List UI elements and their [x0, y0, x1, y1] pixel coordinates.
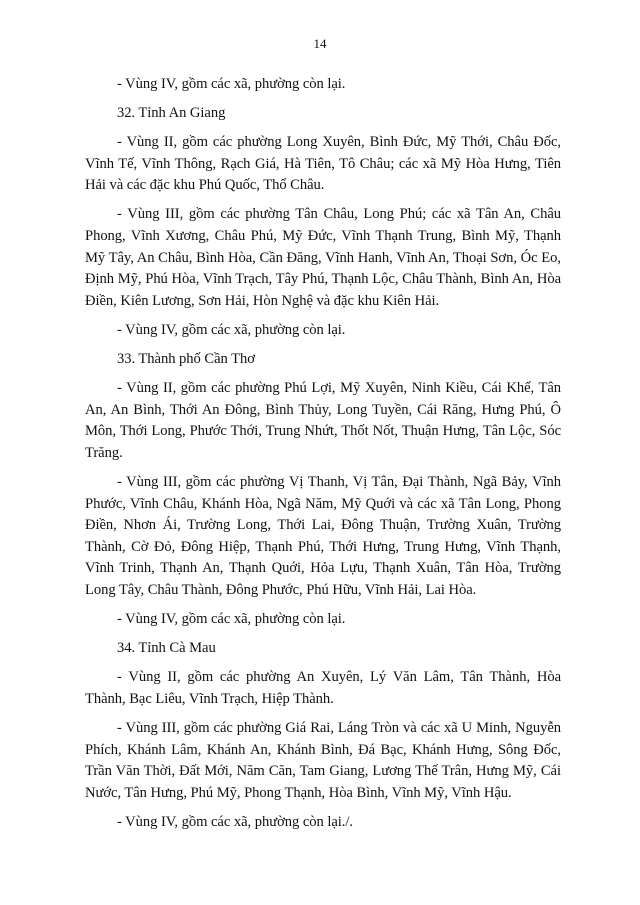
region-ii-can-tho: - Vùng II, gồm các phường Phú Lợi, Mỹ Xuyên, Ninh Kiều, Cái Khế, Tân An, An Bình, Thới An Đông, Bình Thủy, Long Tuyền, Cái Răng, Hưng Phú, Ô Môn, Thới Long, Phước Thới, Trung Nhứt, Thốt Nốt, Thuận Hưng, Tân Lộc, Sóc Trăng.: [85, 380, 561, 461]
region-iii-can-tho: - Vùng III, gồm các phường Vị Thanh, Vị Tân, Đại Thành, Ngã Bảy, Vĩnh Phước, Vĩnh Châu, Khánh Hòa, Ngã Năm, Mỹ Quới và các xã Tân Long, Phong Điền, Nhơn Ái, Trường Long, Thới Lai, Đông Thuận, Trường Xuân, Trường Thành, Cờ Đỏ, Đông Hiệp, Thạnh Phú, Thới Hưng, Trung Hưng, Vĩnh Thạnh, Vĩnh Trinh, Thạnh An, Thạnh Quới, Hỏa Lựu, Thạnh Xuân, Tân Hòa, Trường Long Tây, Châu Thành, Đông Phước, Phú Hữu, Vĩnh Hải, Lai Hòa.: [85, 474, 561, 598]
region-ii-ca-mau: - Vùng II, gồm các phường An Xuyên, Lý Văn Lâm, Tân Thành, Hòa Thành, Bạc Liêu, Vĩnh Trạch, Hiệp Thành.: [85, 669, 561, 707]
section-heading-can-tho: 33. Thành phố Cần Thơ: [117, 351, 255, 368]
region-iv-an-giang-prev: - Vùng IV, gồm các xã, phường còn lại.: [117, 76, 346, 92]
region-ii-an-giang: - Vùng II, gồm các phường Long Xuyên, Bình Đức, Mỹ Thới, Châu Đốc, Vĩnh Tế, Vĩnh Thông, Rạch Giá, Hà Tiên, Tô Châu; các xã Mỹ Hòa Hưng, Tiên Hải và các đặc khu Phú Quốc, Thổ Châu.: [85, 134, 561, 194]
region-iv-can-tho: - Vùng IV, gồm các xã, phường còn lại.: [117, 611, 346, 628]
region-iv-ca-mau: - Vùng IV, gồm các xã, phường còn lại./.: [117, 813, 354, 830]
region-iii-ca-mau: - Vùng III, gồm các phường Giá Rai, Láng Tròn và các xã U Minh, Nguyễn Phích, Khánh Lâm, Khánh An, Khánh Bình, Đá Bạc, Khánh Hưng, Sông Đốc, Trần Văn Thời, Đất Mới, Năm Căn, Tam Giang, Lương Thế Trân, Hưng Mỹ, Cái Nước, Tân Hưng, Phú Mỹ, Phong Thạnh, Hòa Bình, Vĩnh Mỹ, Vĩnh Hậu.: [85, 719, 561, 801]
page-number: 14: [313, 36, 327, 51]
section-heading-an-giang: 32. Tỉnh An Giang: [117, 105, 226, 122]
region-iii-an-giang: - Vùng III, gồm các phường Tân Châu, Long Phú; các xã Tân An, Châu Phong, Vĩnh Xương, Châu Phú, Mỹ Đức, Vĩnh Thạnh Trung, Bình Mỹ, Thạnh Mỹ Tây, An Châu, Bình Hòa, Cần Đăng, Vĩnh Hanh, Vĩnh An, Thoại Sơn, Óc Eo, Định Mỹ, Phú Hòa, Vĩnh Trạch, Tây Phú, Thạnh Lộc, Châu Thành, Bình An, Hòa Điền, Kiên Lương, Sơn Hải, Hòn Nghệ và đặc khu Kiên Hải.: [85, 206, 561, 309]
region-iv-an-giang: - Vùng IV, gồm các xã, phường còn lại.: [117, 321, 346, 338]
document-body: [85, 74, 561, 841]
section-heading-ca-mau: 34. Tỉnh Cà Mau: [117, 640, 216, 657]
